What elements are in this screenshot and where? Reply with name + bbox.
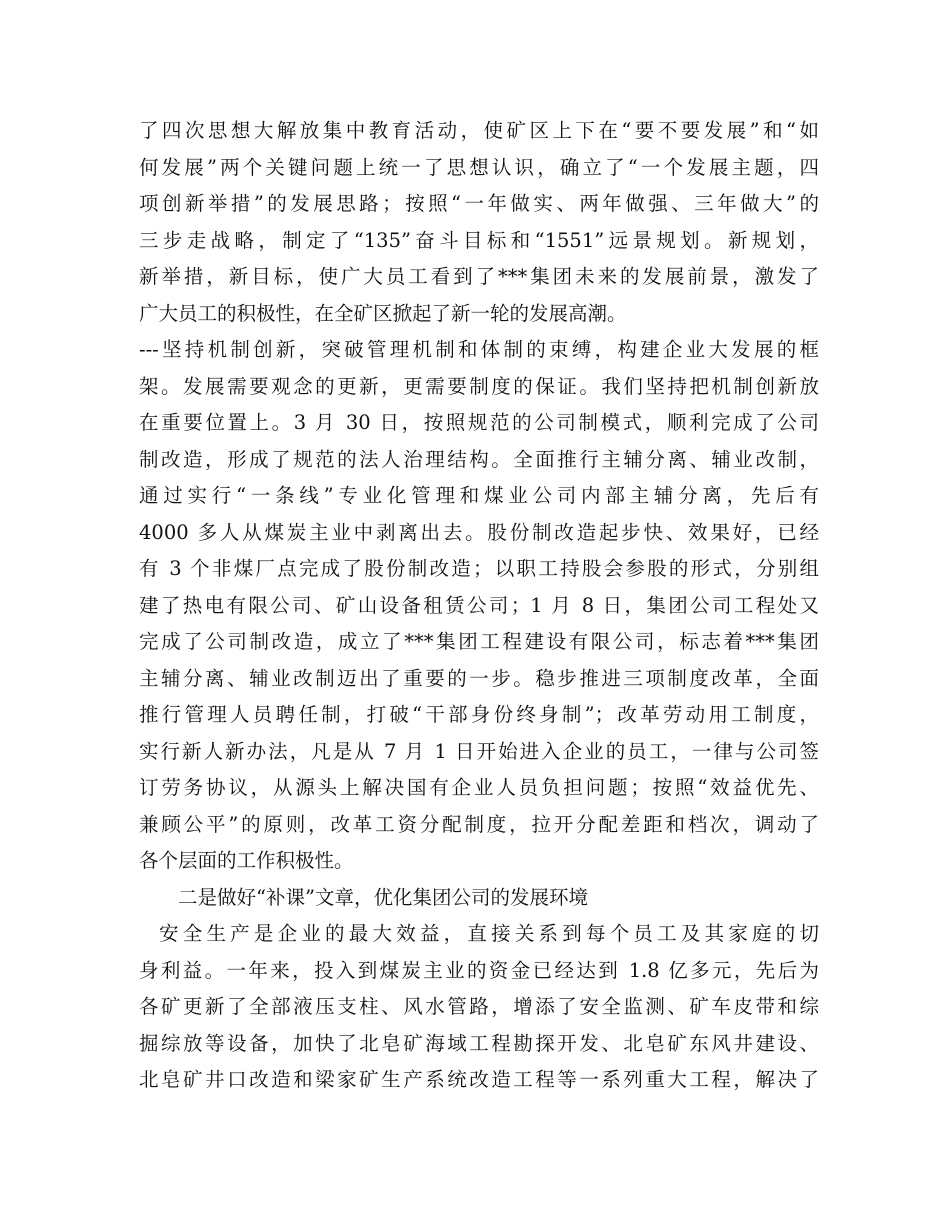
text-line: 架。发展需要观念的更新，更需要制度的保证。我们坚持把机制创新放 [139, 374, 819, 398]
text-line: 兼顾公平”的原则，改革工资分配制度，拉开分配差距和档次，调动了 [139, 812, 819, 836]
text-line: 在重要位置上。3 月 30 日，按照规范的公司制模式，顺利完成了公司 [139, 411, 819, 434]
text-line: 项创新举措”的发展思路；按照“一年做实、两年做强、三年做大”的 [139, 192, 819, 215]
text-line: 掘综放等设备，加快了北皂矿海域工程勘探开发、北皂矿东风井建设、 [139, 1031, 819, 1055]
text-line: 何发展”两个关键问题上统一了思想认识，确立了“一个发展主题，四 [139, 155, 819, 179]
text-line: 实行新人新办法，凡是从 7 月 1 日开始进入企业的员工，一律与公司签 [139, 739, 819, 763]
text-line: 建了热电有限公司、矿山设备租赁公司；1 月 8 日，集团公司工程处又 [139, 593, 819, 617]
section-heading: 二是做好“补课”文章，优化集团公司的发展环境 [178, 885, 588, 909]
text-line: ---坚持机制创新，突破管理机制和体制的束缚，构建企业大发展的框 [139, 338, 819, 361]
text-line: 订劳务协议，从源头上解决国有企业人员负担问题；按照“效益优先、 [139, 776, 819, 799]
text-line: 推行管理人员聘任制，打破“干部身份终身制”；改革劳动用工制度， [139, 703, 819, 726]
text-line: 各个层面的工作积极性。 [139, 849, 354, 872]
text-line: 主辅分离、辅业改制迈出了重要的一步。稳步推进三项制度改革，全面 [139, 666, 819, 690]
text-line: 制改造，形成了规范的法人治理结构。全面推行主辅分离、辅业改制， [139, 447, 819, 471]
text-line: 新举措，新目标，使广大员工看到了***集团未来的发展前景，激发了 [139, 265, 819, 288]
text-line: 4000 多人从煤炭主业中剥离出去。股份制改造起步快、效果好，已经 [139, 520, 819, 544]
text-line: 完成了公司制改造，成立了***集团工程建设有限公司，标志着***集团 [139, 630, 819, 653]
document-body [139, 113, 819, 1099]
text-line: 有 3 个非煤厂点完成了股份制改造；以职工持股会参股的形式，分别组 [139, 557, 819, 580]
text-line: 各矿更新了全部液压支柱、风水管路，增添了安全监测、矿车皮带和综 [139, 995, 819, 1018]
text-line: 安全生产是企业的最大效益，直接关系到每个员工及其家庭的切 [159, 922, 819, 945]
text-line: 了四次思想大解放集中教育活动，使矿区上下在“要不要发展”和“如 [139, 119, 819, 142]
text-line: 北皂矿井口改造和梁家矿生产系统改造工程等一系列重大工程，解决了 [139, 1068, 819, 1091]
text-line: 三步走战略，制定了“135”奋斗目标和“1551”远景规划。新规划， [139, 228, 819, 252]
text-line: 通过实行“一条线”专业化管理和煤业公司内部主辅分离，先后有 [139, 484, 819, 507]
text-line: 广大员工的积极性，在全矿区掀起了新一轮的发展高潮。 [139, 301, 627, 325]
text-line: 身利益。一年来，投入到煤炭主业的资金已经达到 1.8 亿多元，先后为 [139, 958, 819, 982]
